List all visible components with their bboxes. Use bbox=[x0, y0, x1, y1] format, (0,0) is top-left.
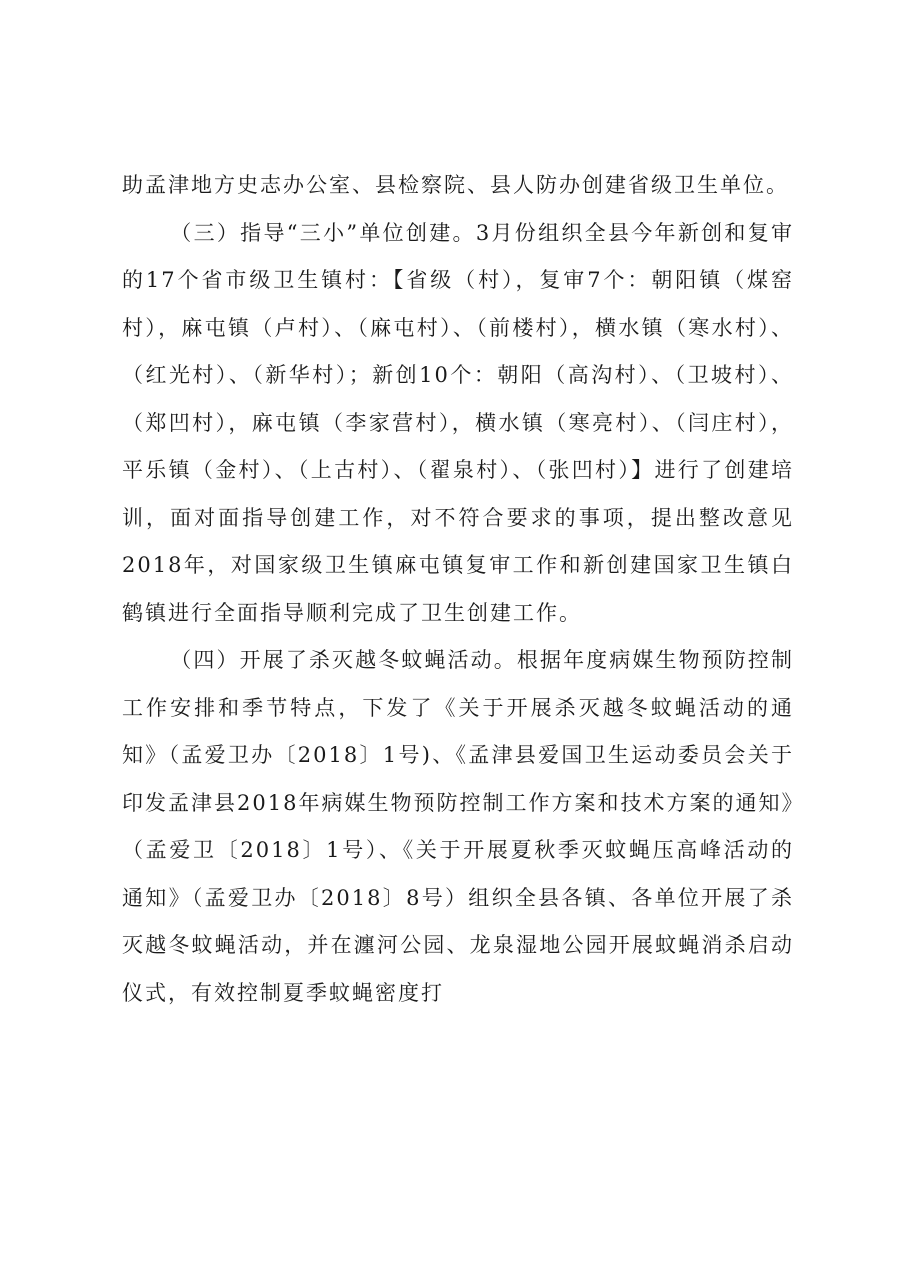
paragraph-section-three: （三）指导“三小”单位创建。3月份组织全县今年新创和复审的17个省市级卫生镇村：【省级（村），复审7个：朝阳镇（煤窑村），麻屯镇（卢村）、（麻屯村）、（前楼村），横水镇（寒水村）、（红光村）、（新华村）；新创10个：朝阳（高沟村）、（卫坡村）、（郑凹村），麻屯镇（李家营村），横水镇（寒亮村）、（闫庄村），平乐镇（金村）、（上古村）、（翟泉村）、（张凹村）】进行了创建培训，面对面指导创建工作，对不符合要求的事项，提出整改意见2018年，对国家级卫生镇麻屯镇复审工作和新创建国家卫生镇白鹤镇进行全面指导顺利完成了卫生创建工作。 bbox=[122, 220, 794, 625]
document-body bbox=[122, 162, 794, 1017]
paragraph-section-four: （四）开展了杀灭越冬蚊蝇活动。根据年度病媒生物预防控制工作安排和季节特点，下发了《关于开展杀灭越冬蚊蝇活动的通知》（孟爱卫办〔2018〕1号)、《孟津县爱国卫生运动委员会关于印发孟津县2018年病媒生物预防控制工作方案和技术方案的通知》（孟爱卫〔2018〕1号）、《关于开展夏秋季灭蚊蝇压高峰活动的通知》（孟爱卫办〔2018〕8号）组织全县各镇、各单位开展了杀灭越冬蚊蝇活动，并在瀍河公园、龙泉湿地公园开展蚊蝇消杀启动仪式，有效控制夏季蚊蝇密度打 bbox=[122, 648, 794, 1005]
paragraph-continuation: 助孟津地方史志办公室、县检察院、县人防办创建省级卫生单位。 bbox=[122, 173, 789, 197]
